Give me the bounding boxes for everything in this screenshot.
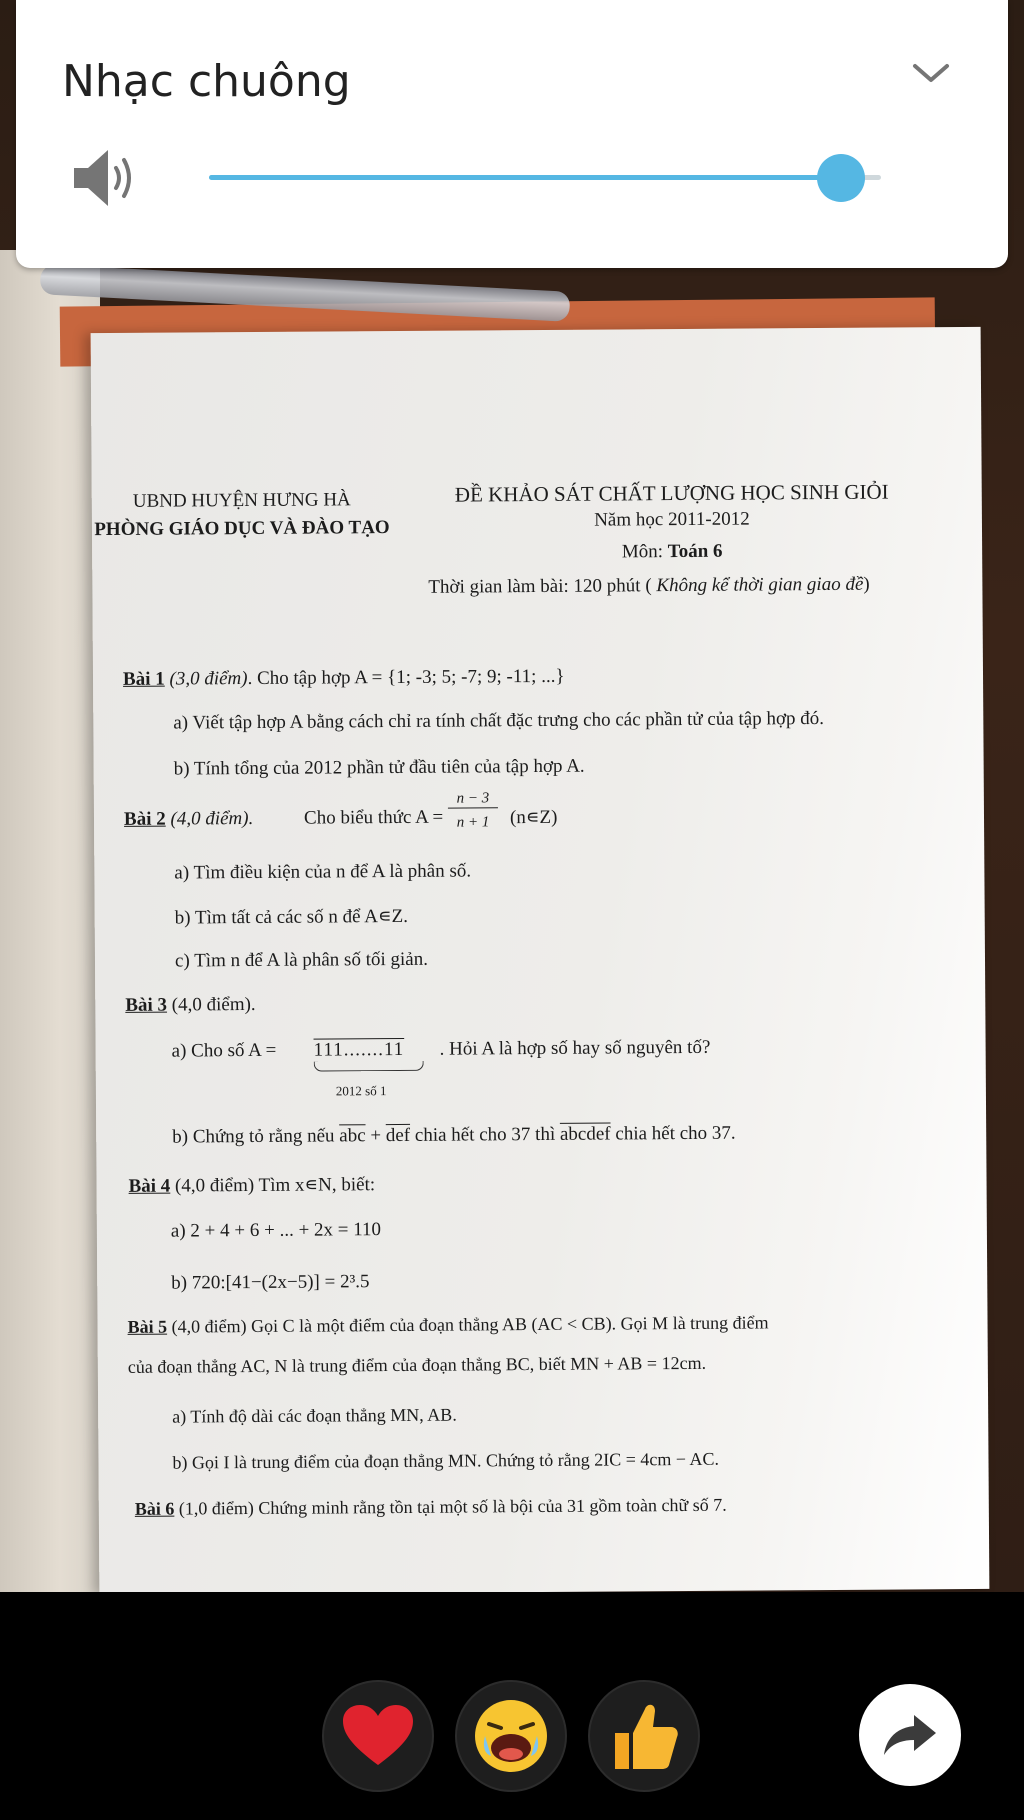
bai2-a: a) Tìm điều kiện của n để A là phân số. (174, 860, 472, 884)
bai3-label: Bài 3 (125, 994, 168, 1016)
laughing-face-icon (471, 1696, 551, 1776)
exam-paper (91, 327, 990, 1592)
volume-panel-title: Nhạc chuông (62, 56, 351, 107)
slider-thumb[interactable] (817, 154, 865, 202)
bai2-numerator: n − 3 (448, 790, 498, 808)
bai2-c: c) Tìm n để A là phân số tối giản. (174, 948, 429, 972)
share-button[interactable] (859, 1684, 961, 1786)
bai4-line (128, 1173, 375, 1198)
time-close: ) (863, 573, 870, 595)
bai3-b-line (172, 1123, 736, 1149)
bai6-line (135, 1495, 727, 1520)
subject-label: Môn: (621, 541, 668, 563)
thumbs-up-icon (607, 1699, 681, 1773)
bai2-b: b) Tìm tất cả các số n để A∊Z. (174, 905, 409, 929)
bai2-expression-text: Cho biểu thức A = (303, 806, 444, 829)
bai2-denominator: n + 1 (456, 814, 490, 831)
heart-icon (341, 1703, 415, 1769)
bai3-b-pre: b) Chứng tỏ rằng nếu (172, 1125, 340, 1148)
bai5-line (127, 1312, 768, 1337)
time-note: Không kể thời gian giao đề (656, 573, 864, 597)
like-reaction-button[interactable] (588, 1680, 700, 1792)
bai3-b-abc: $\overline{abc}$ (339, 1125, 366, 1147)
subject-value: Toán 6 (667, 540, 723, 563)
bai6-label: Bài 6 (134, 1498, 175, 1519)
bai3-a-post: . Hỏi A là hợp số hay số nguyên tố? (439, 1036, 711, 1060)
bai1-points: (3,0 điểm) (164, 668, 248, 690)
bai3-line (125, 994, 256, 1017)
bai4-label: Bài 4 (128, 1175, 171, 1197)
bai1-b: b) Tính tổng của 2012 phần tử đầu tiên của tập hợp A. (173, 755, 585, 780)
share-arrow-icon (882, 1711, 938, 1759)
bai3-b-end: chia hết cho 37. (610, 1122, 736, 1145)
bai5-text-2: của đoạn thẳng AC, N là trung điểm của đoạn thẳng BC, biết MN + AB = 12cm. (127, 1352, 707, 1377)
bai4-text: (4,0 điểm) Tìm x∊N, biết: (170, 1174, 376, 1197)
left-book-page (0, 250, 100, 1592)
bai1-label: Bài 1 (122, 668, 165, 690)
chevron-down-icon[interactable] (911, 58, 951, 88)
time-line (428, 574, 869, 599)
bai3-b-def: $\overline{def}$ (385, 1124, 411, 1147)
exam-document (91, 327, 990, 1592)
bai3-a-pre: a) Cho số A = (171, 1039, 277, 1062)
reaction-bar (0, 1592, 1024, 1820)
bai5-text: (4,0 điểm) Gọi C là một điểm của đoạn thẳng AB (AC < CB). Gọi M là trung điểm (166, 1312, 769, 1337)
header-right-1: ĐỀ KHẢO SÁT CHẤT LƯỢNG HỌC SINH GIỎI (454, 479, 889, 507)
bai2-line (124, 808, 253, 831)
header-left-1: UBND HUYỆN HƯNG HÀ (132, 489, 351, 512)
volume-panel (16, 0, 1008, 268)
bai2-condition: (n∊Z) (509, 806, 558, 829)
bai5-b: b) Gọi I là trung điểm của đoạn thẳng MN. Chứng tỏ rằng 2IC = 4cm − AC. (172, 1448, 720, 1473)
heart-reaction-button[interactable] (322, 1680, 434, 1792)
bai4-a: a) 2 + 4 + 6 + ... + 2x = 110 (170, 1219, 382, 1242)
bai3-a-number: 111.......11 (313, 1038, 405, 1061)
bai3-points: (4,0 điểm). (166, 993, 256, 1016)
bai2-points: (4,0 điểm). (165, 807, 254, 830)
ringtone-volume-slider[interactable] (209, 166, 881, 190)
bai5-label: Bài 5 (127, 1316, 168, 1337)
header-right-2: Năm học 2011-2012 (594, 508, 750, 531)
bai3-b-mid: chia hết cho 37 thì (410, 1123, 561, 1146)
slider-fill (209, 175, 841, 180)
bai2-label: Bài 2 (123, 808, 166, 830)
bai1-a: a) Viết tập hợp A bằng cách chỉ ra tính chất đặc trưng cho các phần tử của tập hợp đó. (173, 708, 825, 734)
laugh-reaction-button[interactable] (455, 1680, 567, 1792)
speaker-icon[interactable] (72, 146, 142, 210)
bai4-b: b) 720:[41−(2x−5)] = 2³.5 (171, 1271, 370, 1294)
bai1-line (123, 666, 565, 691)
bai6-text: (1,0 điểm) Chứng minh rằng tồn tại một số là bội của 31 gồm toàn chữ số 7. (174, 1494, 727, 1519)
bai3-b-abcdef: abcdef (559, 1123, 611, 1145)
subject-line (432, 539, 912, 564)
bai5-a: a) Tính độ dài các đoạn thẳng MN, AB. (172, 1404, 457, 1427)
header-left-2: PHÒNG GIÁO DỤC VÀ ĐÀO TẠO (94, 517, 390, 541)
time-text: Thời gian làm bài: 120 phút ( (428, 575, 657, 598)
bai3-a-under: 2012 số 1 (335, 1083, 387, 1099)
bai1-text: . Cho tập hợp A = {1; -3; 5; -7; 9; -11; ...} (247, 665, 565, 690)
bai3-underbrace (314, 1061, 424, 1072)
bai3-b-plus: + (365, 1125, 386, 1147)
